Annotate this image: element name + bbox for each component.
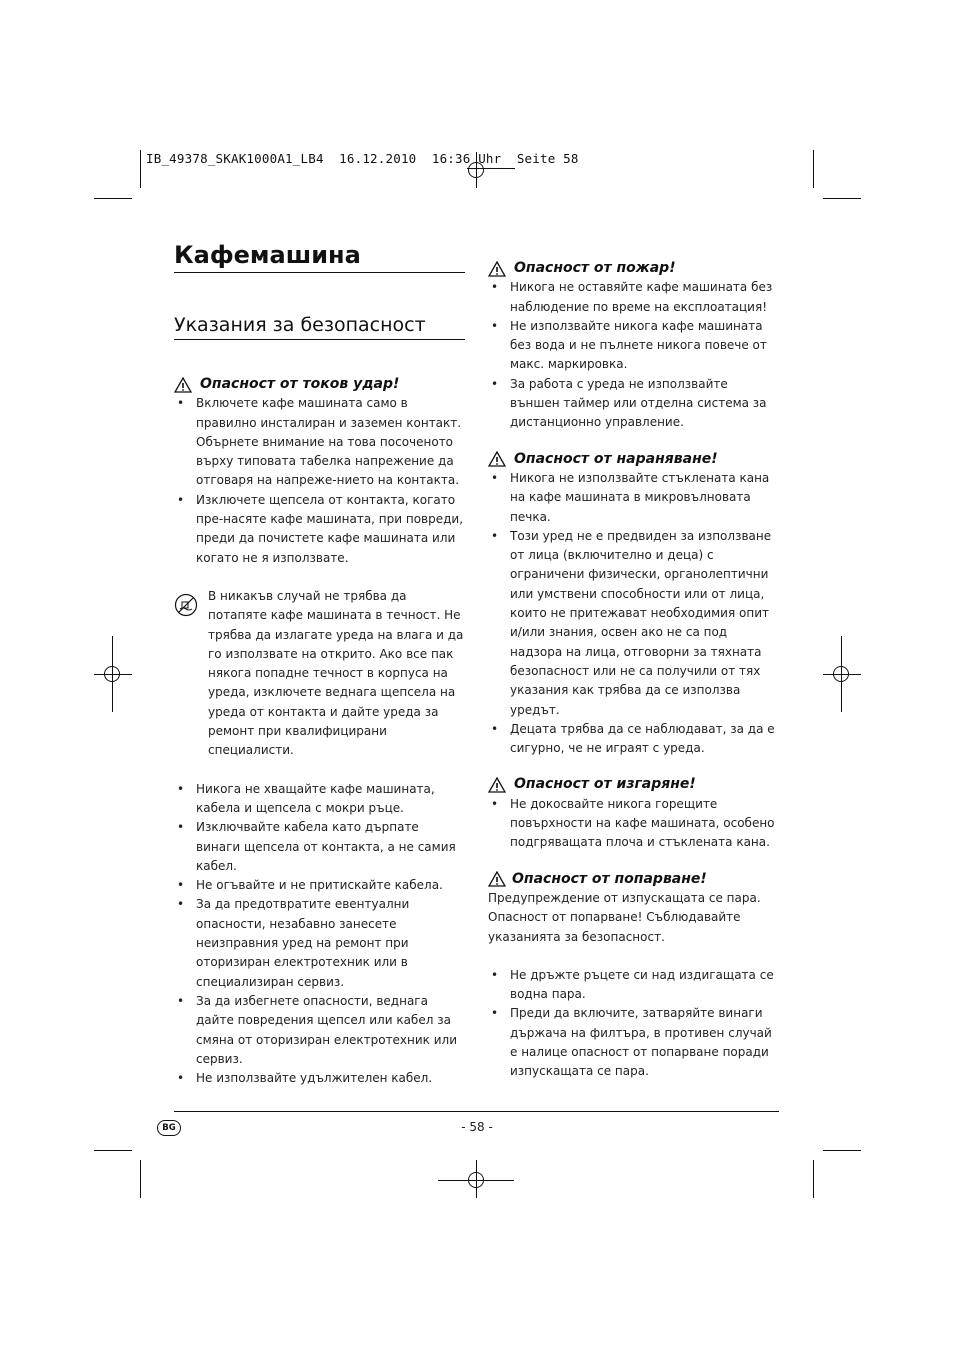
burn-heading [488, 775, 780, 794]
print-slug: IB_49378_SKAK1000A1_LB4 16.12.2010 16:36 Uhr Seite 58 [146, 151, 579, 166]
title-rule [174, 272, 465, 273]
slug-underline [467, 168, 515, 169]
no-immersion-text: В никакъв случай не трябва да потапяте кафе машината в течност. Не трябва да излагате уреда на влага и да го използвате на открито. Ако все пак някога попадне течност в корпуса на уреда, изключете веднага щепсела на уреда от контакта и дайте уреда за ремонт при квалифицирани специалисти. [208, 588, 464, 758]
list-item: • За да предотвратите евентуални опасности, незабавно занесете неизправния уред на ремонт при оторизиран електротехник или в специализиран сервиз. [174, 895, 466, 991]
language-badge: BG [157, 1120, 181, 1136]
electric-list [174, 780, 466, 1089]
left-column [174, 375, 466, 1088]
warning-triangle-icon [174, 377, 192, 393]
section-rule [174, 339, 465, 340]
injury-heading [488, 450, 780, 469]
scald-intro: Предупреждение от изпускащата се пара. Опасност от попарване! Съблюдавайте указанията за безопасност. [488, 890, 761, 944]
fire-heading [488, 259, 780, 278]
list-item: • За да избегнете опасности, веднага дайте повредения щепсел или кабел за смяна от оторизиран електротехник или сервиз. [174, 992, 466, 1069]
list-item: • Не дръжте ръцете си над издигащата се водна пара. [488, 966, 780, 1005]
list-item: • Децата трябва да се наблюдават, за да е сигурно, че не играят с уреда. [488, 720, 780, 759]
list-item: • Преди да включите, затваряйте винаги държача на филтъра, в противен случай е налице опасност от попарване поради изпускащата се пара. [488, 1004, 780, 1081]
warning-triangle-icon [488, 451, 506, 467]
footer-rule [174, 1111, 779, 1112]
list-item: • Не огъвайте и не притискайте кабела. [174, 876, 466, 895]
no-immersion-note [174, 587, 466, 761]
scald-heading-text: Опасност от попарване! [512, 870, 707, 887]
list-item: • Изключете щепсела от контакта, когато пре-насяте кафе машината, при повреди, преди да почистете кафе машината или когато не я използвате. [174, 491, 466, 568]
list-item: • Никога не оставяйте кафе машината без наблюдение по време на експлоатация! [488, 278, 780, 317]
list-item: • Не използвайте никога кафе машината без вода и не пълнете никога повече от макс. маркировка. [488, 317, 780, 375]
fire-list [488, 278, 780, 432]
warning-triangle-icon [488, 871, 506, 887]
injury-list [488, 469, 780, 758]
right-column [488, 259, 780, 1082]
list-item: • Не използвайте удължителен кабел. [174, 1069, 466, 1088]
scald-list [488, 966, 780, 1082]
shock-list [174, 394, 466, 568]
shock-heading [174, 375, 466, 394]
page-number: - 58 - [461, 1120, 493, 1134]
warning-triangle-icon [488, 261, 506, 277]
list-item: • Включете кафе машината само в правилно инсталиран и заземен контакт. Обърнете внимание на това посоченото върху типовата табелка напрежение да отговаря на напреже-нието на контакта. [174, 394, 466, 490]
list-item: • Този уред не е предвиден за използване от лица (включително и деца) с ограничени физически, органолептични или умствени способности или от лица, които не притежават необходимия опит и/или знания, освен ако не са под надзора на лица, отговорни за тяхната безопасност или не са получили от тях указания как трябва да се използва уредът. [488, 527, 780, 720]
no-immersion-icon [174, 593, 198, 617]
burn-heading-text: Опасност от изгаряне! [514, 776, 696, 793]
section-title: Указания за безопасност [174, 314, 426, 336]
list-item: • Никога не използвайте стъклената кана на кафе машината в микровълновата печка. [488, 469, 780, 527]
burn-list [488, 795, 780, 853]
injury-heading-text: Опасност от нараняване! [514, 450, 718, 467]
scald-heading [488, 870, 780, 889]
shock-heading-text: Опасност от токов удар! [200, 376, 400, 392]
list-item: • За работа с уреда не използвайте външен таймер или отделна система за дистанционно управление. [488, 375, 780, 433]
list-item: • Изключвайте кабела като дърпате винаги щепсела от контакта, а не самия кабел. [174, 818, 466, 876]
warning-triangle-icon [488, 777, 506, 793]
list-item: • Не докосвайте никога горещите повърхности на кафе машината, особено подгряващата плоча и стъклената кана. [488, 795, 780, 853]
list-item: • Никога не хващайте кафе машината, кабела и щепсела с мокри ръце. [174, 780, 466, 819]
fire-heading-text: Опасност от пожар! [514, 260, 676, 276]
page-title: Кафемашина [174, 241, 361, 269]
